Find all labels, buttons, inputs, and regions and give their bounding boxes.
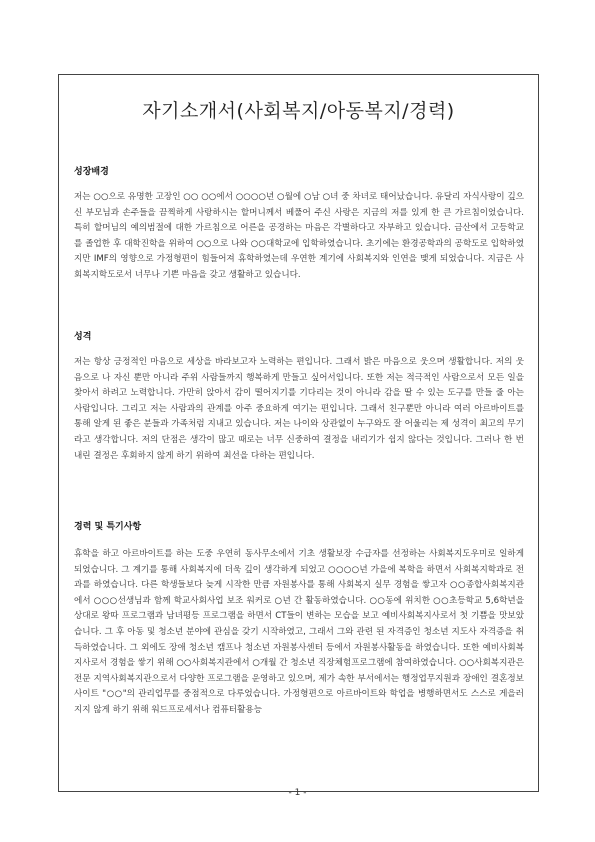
section-body-growth: 저는 ○○으로 유명한 고장인 ○○ ○○에서 ○○○○년 ○월에 ○남 ○녀 중 차녀로 태어났습니다. 유달리 자식사랑이 깊으신 부모님과 손주들을 끔찍하게 사랑하시는 할머니께서 베풀어 주신 사랑은 지금의 저를 있게 한 큰 가르침이었습니다. 특히 할머님의 예의범절에 대한 가르침으로 어른을 공경하는 마음은 각별하다고 자부하고 있습니다. 금산에서 고등학교를 졸업한 후 대학진학을 위하여 ○○으로 나와 ○○대학교에 입학하였습니다. 초기에는 환경공학과의 공학도로 입학하였지만 IMF의 영향으로 가정형편이 힘들어져 휴학하였는데 우연한 계기에 사회복지와 인연을 맺게 되었습니다. 지금은 사회복지학도로서 너무나 기쁜 마음을 갖고 생활하고 있습니다.: [74, 192, 524, 280]
section-heading-growth: 성장배경: [74, 167, 109, 177]
document-title: 자기소개서(사회복지/아동복지/경력): [142, 100, 455, 122]
section-heading-personality: 성격: [74, 332, 92, 342]
section-heading-experience: 경력 및 특기사항: [74, 522, 142, 532]
section-body-personality: 저는 항상 긍정적인 마음으로 세상을 바라보고자 노력하는 편입니다. 그래서 밝은 마음으로 웃으며 생활합니다. 저의 웃음으로 나 자신 뿐만 아니라 주위 사람들까지 행복하게 만들고 싶어서입니다. 또한 저는 적극적인 사람으로서 모든 일을 찾아서 하려고 노력합니다. 가만히 앉아서 감이 떨어지기를 기다리는 것이 아니라 감을 딸 수 있는 도구를 만들 줄 아는 사람입니다. 그리고 저는 사람과의 관계를 아주 중요하게 여기는 편입니다. 그래서 친구뿐만 아니라 여러 아르바이트를 통해 알게 된 좋은 분들과 가족처럼 지내고 있습니다. 저는 나이와 상관없이 누구와도 잘 어울리는 제 성격이 최고의 무기라고 생각합니다. 저의 단점은 생각이 많고 때로는 너무 신중하여 결정을 내리기가 쉽지 않다는 것입니다. 그러나 한 번 내린 결정은 후회하지 않게 하기 위하여 최선을 다하는 편입니다.: [74, 357, 524, 461]
section-body-experience: 휴학을 하고 아르바이트를 하는 도중 우연히 동사무소에서 기초 생활보장 수급자를 선정하는 사회복지도우미로 일하게 되었습니다. 그 계기를 통해 사회복지에 더욱 깊이 생각하게 되었고 ○○○○년 가을에 복학을 하면서 사회복지학과로 전과를 하였습니다. 다른 학생들보다 늦게 시작한 만큼 자원봉사를 통해 사회복지 실무 경험을 쌓고자 ○○종합사회복지관에서 ○○○선생님과 함께 학교사회사업 보조 워커로 ○년 간 활동하였습니다. ○○동에 위치한 ○○초등학교 5,6학년을 상대로 왕따 프로그램과 남녀평등 프로그램을 하면서 CT들이 변하는 모습을 보고 예비사회복지사로서 첫 기쁨을 맛보았습니다. 그 후 아동 및 청소년 분야에 관심을 갖기 시작하였고, 그래서 그와 관련 된 자격증인 청소년 지도사 자격증을 취득하였습니다. 그 외에도 장애 청소년 캠프나 청소년 자원봉사센터 등에서 자원봉사활동을 하였습니다. 또한 예비사회복지사로서 경험을 쌓기 위해 ○○사회복지관에서 ○개월 간 청소년 직장체험프로그램에 참여하였습니다. ○○사회복지관은 전문 지역사회복지관으로서 다양한 프로그램을 운영하고 있으며, 제가 속한 부서에서는 행정업무지원과 장애인 결혼정보 사이트 "○○"의 관리업무를 중점적으로 다루었습니다. 가정형편으로 아르바이트와 학업을 병행하면서도 스스로 게을러지지 않게 하기 위해 워드프로세서나 컴퓨터활용능: [74, 549, 524, 715]
page-number: - 1 -: [288, 788, 307, 798]
